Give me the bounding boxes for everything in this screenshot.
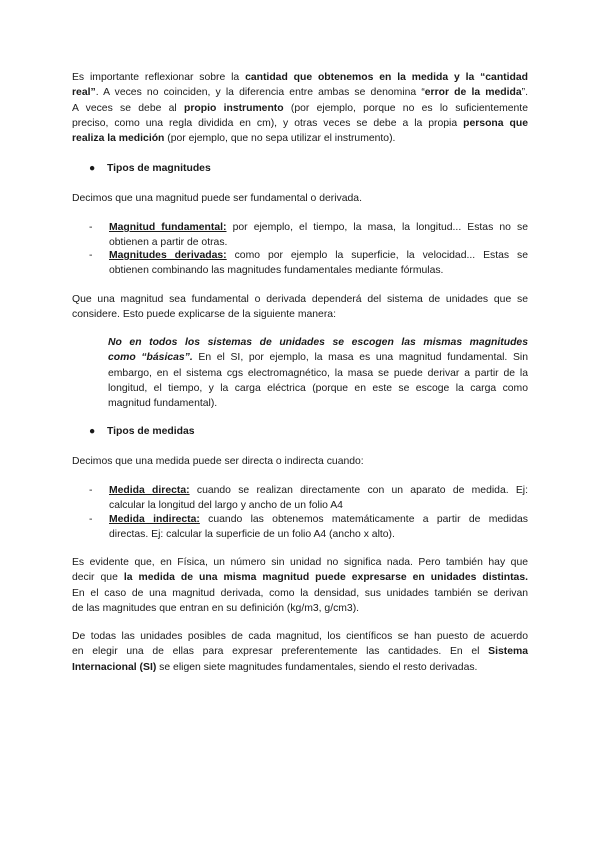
bullet-icon: ●	[89, 163, 96, 174]
dash-marker: -	[89, 485, 93, 496]
document-page: Es importante reflexionar sobre la cantidad que obtenemos en la medida y la “cantidad real”. A veces no coinciden, y la diferencia entre ambas se denomina “error de la medida”. A veces se debe al propio instrumento (por ejemplo, porque no es lo suficientemente preciso, como una regla dividida en cm), y otras veces se debe a la propia persona que realiza la medición (por ejemplo, que no sepa utilizar el instrumento). ● Tipos de magnitudes Decimos que una magnitud puede ser fundamental o derivada. - Magnitud fundamental: por ejemplo, el tiempo, la masa, la longitud... Estas no se obtienen a partir de otras. - Magnitudes derivadas: como por ejemplo la superficie, la velocidad... Estas se obtienen combinando las magnitudes fundamentales mediante fórmulas. Que una magnitud sea fundamental o derivada dependerá del sistema de unidades que se considere. Esto puede explicarse de la siguiente manera: No en todos los sistemas de unidades se escogen las mismas magnitudes como “básicas”. En el SI, por ejemplo, la masa es una magnitud fundamental. Sin embargo, en el sistema cgs electromagnético, la masa se puede derivar a partir de la longitud, el tiempo, y la carga eléctrica (porque en este se escoge la carga como magnitud fundamental). ● Tipos de medidas Decimos que una medida puede ser directa o indirecta cuando: - Medida directa: cuando se realizan directamente con un aparato de medida. Ej: calcular la longitud del largo y ancho de un folio A4 - Medida indirecta: cuando las obtenemos matemáticamente a partir de medidas directas. Ej: calcular la superficie de un folio A4 (ancho x alto). Es evidente que, en Física, un número sin unidad no significa nada. Pero también hay que decir que la medida de una misma magnitud puede expresarse en unidades distintas. En el caso de una magnitud derivada, como la densidad, sus unidades también se derivan de las magnitudes que entran en su definición (kg/m3, g/cm3). De todas las unidades posibles de cada magnitud, los científicos se han puesto de acuerdo en elegir una de ellas para expresar preferentemente las cantidades. En el Sistema Internacional (SI) se eligen siete magnitudes fundamentales, siendo el resto derivadas.	[0, 0, 600, 848]
paragraph: Es evidente que, en Física, un número sin unidad no significa nada. Pero también hay que decir que la medida de una misma magnitud puede expresarse en unidades distintas. En el caso de una magnitud derivada, como la densidad, sus unidades también se derivan de las magnitudes que entran en su definición (kg/m3, g/cm3).	[72, 557, 528, 614]
text-line: real”. A veces no coinciden, y la diferencia entre ambas se denomina “error de la medida”.	[72, 87, 528, 99]
text-line: preciso, como una regla dividida en cm), y otras veces se debe a la propia persona que	[72, 117, 528, 129]
text-line: Es importante reflexionar sobre la cantidad que obtenemos en la medida y la “cantidad	[72, 72, 529, 83]
paragraph: De todas las unidades posibles de cada magnitud, los científicos se han puesto de acuerdo en elegir una de ellas para expresar preferentemente las cantidades. En el Sistema Internacional (SI) se eligen siete magnitudes fundamentales, siendo el resto derivadas.	[72, 631, 528, 673]
dash-marker: -	[89, 250, 93, 261]
dash-marker: -	[89, 514, 93, 525]
paragraph: Decimos que una medida puede ser directa o indirecta cuando:	[72, 456, 364, 467]
text-line: realiza la medición (por ejemplo, que no sepa utilizar el instrumento).	[72, 133, 396, 145]
paragraph: Decimos que una magnitud puede ser fundamental o derivada.	[72, 193, 362, 204]
paragraph: Que una magnitud sea fundamental o derivada dependerá del sistema de unidades que se considere. Esto puede explicarse de la siguiente manera:	[72, 294, 528, 321]
indented-quote: No en todos los sistemas de unidades se escogen las mismas magnitudes como “básicas”. En el SI, por ejemplo, la masa es una magnitud fundamental. Sin embargo, en el sistema cgs electromagnético, la masa se puede derivar a partir de la longitud, el tiempo, y la carga eléctrica (porque en este se escoge la carga como magnitud fundamental).	[108, 337, 528, 410]
intro-paragraph	[72, 70, 528, 146]
text-line: A veces se debe al propio instrumento (por ejemplo, porque no es lo suficientemente	[72, 102, 528, 114]
section-heading-magnitudes: ● Tipos de magnitudes	[89, 161, 211, 176]
dash-marker: -	[89, 222, 93, 233]
section-heading-medidas: ● Tipos de medidas	[89, 424, 195, 439]
bullet-icon: ●	[89, 426, 96, 437]
